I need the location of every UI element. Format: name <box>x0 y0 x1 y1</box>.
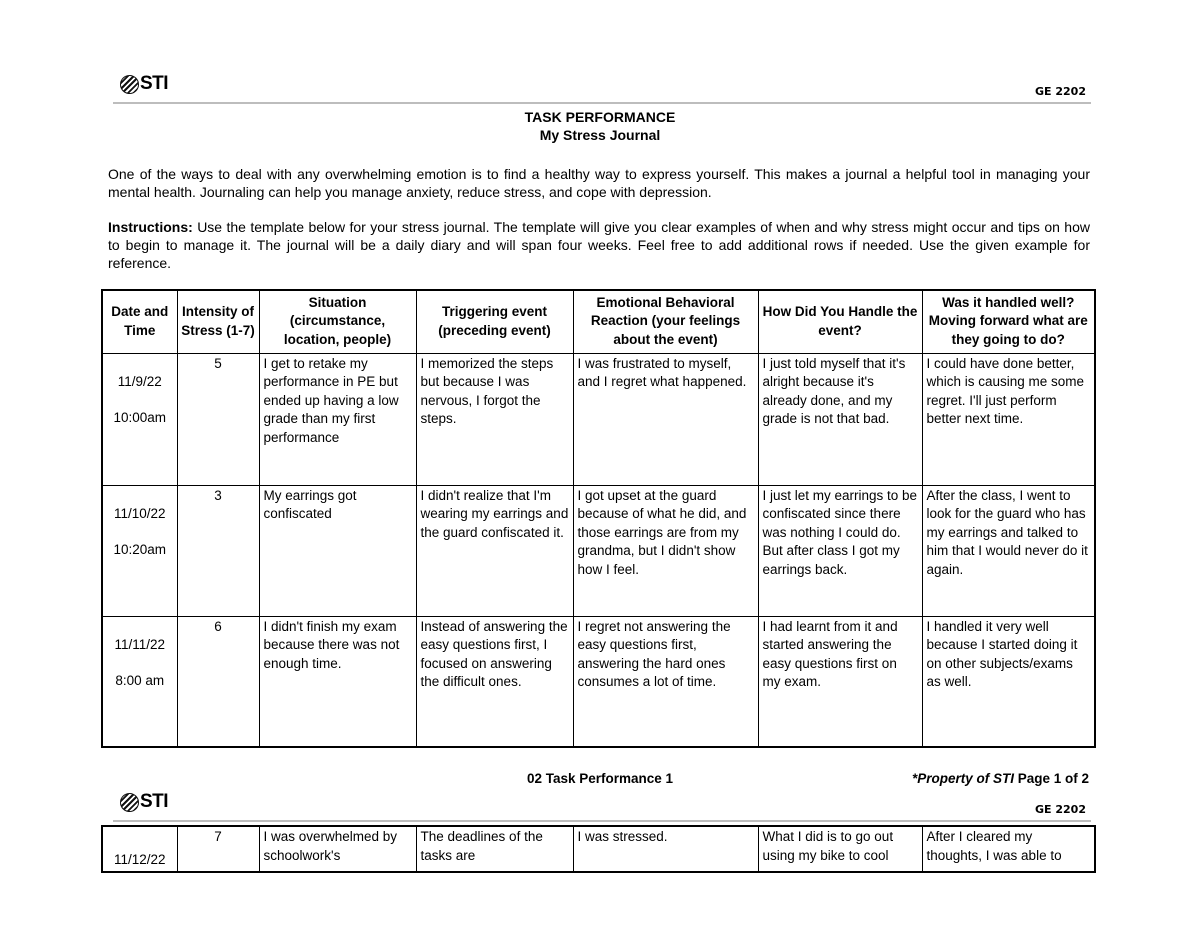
instructions-text: Use the template below for your stress journal. The template will give you clear examples of when and why stress might occur and tips on how to begin to manage it. The journal will be a daily diary and will span four weeks. Feel free to add additional rows if needed. Use the given example for reference. <box>108 219 1090 271</box>
handle-cell: I had learnt from it and started answering the easy questions first on my exam. <box>758 616 922 747</box>
entry-time: 10:00am <box>113 410 167 426</box>
entry-time: 10:20am <box>113 542 167 558</box>
footer-page-info <box>912 771 1089 786</box>
footer-property-prefix: *Property of <box>911 771 993 786</box>
reaction-cell: I was frustrated to myself, and I regret what happened. <box>573 353 758 485</box>
situation-cell: I didn't finish my exam because there was not enough time. <box>259 616 416 747</box>
stress-journal-table-continued <box>101 825 1096 873</box>
table-header-row <box>102 290 1095 353</box>
sti-logo-page2 <box>120 791 168 813</box>
trigger-cell: I didn't realize that I'm wearing my earrings and the guard confiscated it. <box>416 485 573 616</box>
table-row <box>102 616 1095 747</box>
intensity-cell: 6 <box>177 616 259 747</box>
date-cell <box>102 485 177 616</box>
footer-document-title: 02 Task Performance 1 <box>526 771 674 786</box>
page-subtitle: My Stress Journal <box>539 127 661 143</box>
stress-journal-table <box>101 289 1096 748</box>
intensity-cell: 7 <box>177 826 259 872</box>
entry-date: 11/11/22 <box>114 636 166 652</box>
date-cell <box>102 826 177 872</box>
trigger-cell: Instead of answering the easy questions first, I focused on answering the difficult ones. <box>416 616 573 747</box>
entry-time: 8:00 am <box>115 673 165 689</box>
situation-cell: I was overwhelmed by schoolwork's <box>259 826 416 872</box>
sti-logo <box>120 73 168 95</box>
intro-paragraph: One of the ways to deal with any overwhelming emotion is to find a healthy way to express yourself. This makes a journal a helpful tool in managing your mental health. Journaling can help you manage anxiety, reduce stress, and cope with depression. <box>108 166 1090 200</box>
instructions-label: Instructions: <box>108 219 193 235</box>
logo-text: STI <box>140 791 169 812</box>
entry-date: 11/9/22 <box>117 373 162 389</box>
header-date-time: Date and Time <box>102 290 177 353</box>
trigger-cell: I memorized the steps but because I was nervous, I forgot the steps. <box>416 353 573 485</box>
page-title: TASK PERFORMANCE <box>524 109 676 125</box>
date-cell <box>102 616 177 747</box>
course-code-page2: GE 2202 <box>1035 803 1086 816</box>
reaction-cell: I got upset at the guard because of what he did, and those earrings are from my grandma, but I didn't show how I feel. <box>573 485 758 616</box>
header-reaction: Emotional Behavioral Reaction (your feelings about the event) <box>573 290 758 353</box>
header-rule-page2 <box>113 820 1091 822</box>
table-row <box>102 485 1095 616</box>
logo-text: STI <box>140 73 169 94</box>
handle-cell: I just told myself that it's alright because it's already done, and my grade is not that bad. <box>758 353 922 485</box>
header-handle: How Did You Handle the event? <box>758 290 922 353</box>
footer-property-sti: STI <box>992 771 1014 786</box>
header-trigger: Triggering event (preceding event) <box>416 290 573 353</box>
header-rule <box>113 102 1091 104</box>
table-row <box>102 353 1095 485</box>
date-cell <box>102 353 177 485</box>
trigger-cell: The deadlines of the tasks are <box>416 826 573 872</box>
outcome-cell: I could have done better, which is causing me some regret. I'll just perform better next time. <box>922 353 1095 485</box>
instructions-paragraph <box>108 218 1090 272</box>
situation-cell: My earrings got confiscated <box>259 485 416 616</box>
reaction-cell: I regret not answering the easy questions first, answering the hard ones consumes a lot of time. <box>573 616 758 747</box>
globe-icon <box>120 793 139 812</box>
situation-cell: I get to retake my performance in PE but ended up having a low grade than my first performance <box>259 353 416 485</box>
footer-page-number: Page 1 of 2 <box>1013 771 1089 786</box>
header-intensity: Intensity of Stress (1-7) <box>177 290 259 353</box>
entry-date: 11/10/22 <box>113 505 166 521</box>
table-row <box>102 826 1095 872</box>
outcome-cell: After I cleared my thoughts, I was able to <box>922 826 1095 872</box>
entry-date: 11/12/22 <box>113 852 166 868</box>
intensity-cell: 5 <box>177 353 259 485</box>
header-situation: Situation (circumstance, location, people) <box>259 290 416 353</box>
intensity-cell: 3 <box>177 485 259 616</box>
handle-cell: I just let my earrings to be confiscated since there was nothing I could do. But after class I got my earrings back. <box>758 485 922 616</box>
course-code: GE 2202 <box>1035 85 1086 98</box>
outcome-cell: I handled it very well because I started doing it on other subjects/exams as well. <box>922 616 1095 747</box>
reaction-cell: I was stressed. <box>573 826 758 872</box>
outcome-cell: After the class, I went to look for the guard who has my earrings and talked to him that I would never do it again. <box>922 485 1095 616</box>
header-outcome: Was it handled well? Moving forward what are they going to do? <box>922 290 1095 353</box>
globe-icon <box>120 75 139 94</box>
handle-cell: What I did is to go out using my bike to cool <box>758 826 922 872</box>
